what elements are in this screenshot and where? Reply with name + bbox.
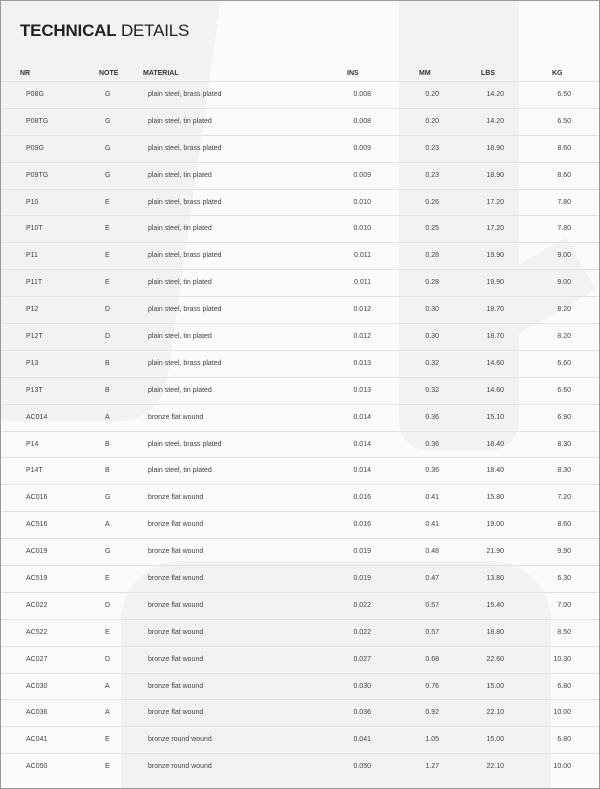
cell-mm: 0.57 [425,601,439,609]
cell-mm: 1.05 [425,736,439,744]
cell-ins: 0.022 [353,601,371,609]
cell-material: plain steel, tin plated [148,117,212,125]
cell-note: A [105,682,110,690]
cell-ins: 0.008 [353,117,371,125]
cell-ins: 0.010 [353,198,371,206]
cell-nr: AC014 [26,413,48,421]
column-header-material: MATERIAL [143,70,179,77]
cell-ins: 0.008 [353,91,371,98]
cell-nr: P11T [26,279,43,287]
table-body [1,81,599,780]
cell-ins: 0.036 [353,709,371,717]
cell-material: bronze flat wound [148,628,204,636]
table-row [1,350,599,377]
cell-note: B [105,359,110,367]
cell-mm: 0.20 [425,117,439,125]
cell-lbs: 15.40 [486,601,504,609]
cell-lbs: 18.90 [486,171,504,179]
cell-ins: 0.009 [353,171,371,179]
cell-material: plain steel, brass plated [148,144,222,152]
cell-note: G [105,91,111,98]
cell-material: bronze flat wound [148,413,204,421]
cell-nr: P10 [26,198,39,206]
table-row [1,431,599,458]
cell-ins: 0.041 [353,736,371,744]
cell-nr: AC027 [26,655,48,663]
cell-lbs: 15.80 [486,494,504,502]
title-light: DETAILS [120,21,190,40]
cell-material: plain steel, tin plated [148,467,212,475]
cell-note: A [105,709,110,717]
cell-note: G [105,548,111,556]
cell-mm: 0.41 [425,494,439,502]
cell-lbs: 19.90 [486,252,504,260]
cell-mm: 0.32 [425,359,439,367]
cell-note: D [105,655,111,663]
cell-material: bronze flat wound [148,521,204,529]
cell-material: plain steel, brass plated [148,306,222,314]
cell-mm: 0.26 [425,198,439,206]
column-header-mm: MM [419,70,431,77]
cell-kg: 8.50 [557,628,571,636]
cell-mm: 0.20 [425,91,439,98]
page-title [20,21,189,41]
cell-lbs: 22.10 [486,763,504,771]
cell-nr: P13 [26,359,39,367]
cell-nr: P10T [26,225,43,233]
cell-kg: 7.80 [557,225,571,233]
cell-material: bronze flat wound [148,709,204,717]
cell-ins: 0.027 [353,655,371,663]
cell-material: plain steel, tin plated [148,225,212,233]
cell-lbs: 15.00 [486,736,504,744]
cell-ins: 0.009 [353,144,371,152]
cell-note: E [105,198,110,206]
cell-note: B [105,467,110,475]
cell-kg: 9.00 [557,279,571,287]
cell-nr: AC019 [26,548,48,556]
cell-material: plain steel, tin plated [148,279,212,287]
cell-note: D [105,306,111,314]
cell-note: E [105,736,110,744]
table-row [1,108,599,135]
cell-nr: AC516 [26,521,48,529]
cell-lbs: 18.70 [486,333,504,341]
cell-lbs: 18.40 [486,440,504,448]
cell-kg: 6.50 [557,117,571,125]
table-row [1,404,599,431]
cell-kg: 10.00 [553,763,571,771]
cell-kg: 8.60 [557,144,571,152]
cell-kg: 7.80 [557,198,571,206]
cell-nr: P12 [26,306,39,314]
cell-material: plain steel, tin plated [148,386,212,394]
cell-lbs: 21.90 [486,548,504,556]
cell-material: plain steel, brass plated [148,198,222,206]
table-row [1,323,599,350]
cell-note: G [105,494,111,502]
cell-material: plain steel, tin plated [148,333,212,341]
table-row [1,189,599,216]
cell-note: D [105,333,111,341]
cell-nr: P14 [26,440,39,448]
cell-nr: AC522 [26,628,48,636]
table-row [1,269,599,296]
cell-lbs: 22.10 [486,709,504,717]
table-row [1,242,599,269]
cell-note: B [105,440,110,448]
cell-ins: 0.014 [353,440,371,448]
cell-material: bronze round wound [148,763,212,771]
table-row [1,457,599,484]
cell-nr: P14T [26,467,43,475]
cell-nr: P11 [26,252,38,260]
cell-note: G [105,171,111,179]
cell-ins: 0.012 [353,333,371,341]
cell-nr: AC041 [26,736,48,744]
cell-material: bronze flat wound [148,575,204,583]
table-row [1,377,599,404]
cell-lbs: 17.20 [486,198,504,206]
cell-ins: 0.013 [353,359,371,367]
cell-kg: 6.60 [557,359,571,367]
cell-kg: 10.00 [553,709,571,717]
cell-kg: 8.20 [557,306,571,314]
cell-material: bronze flat wound [148,494,204,502]
cell-mm: 0.48 [425,548,439,556]
cell-mm: 0.47 [425,575,439,583]
cell-material: plain steel, brass plated [148,252,222,260]
cell-ins: 0.011 [354,252,371,260]
cell-mm: 0.36 [425,413,439,421]
cell-kg: 6.90 [557,413,571,421]
cell-kg: 6.30 [557,575,571,583]
cell-ins: 0.013 [353,386,371,394]
cell-ins: 0.019 [353,548,371,556]
cell-kg: 6.80 [557,682,571,690]
cell-nr: AC016 [26,494,48,502]
cell-lbs: 13.80 [486,575,504,583]
cell-note: B [105,386,110,394]
cell-nr: P13T [26,386,43,394]
cell-mm: 0.36 [425,467,439,475]
cell-note: E [105,628,110,636]
cell-lbs: 18.80 [486,628,504,636]
table-row [1,646,599,673]
cell-lbs: 14.20 [486,91,504,98]
cell-lbs: 19.90 [486,279,504,287]
cell-note: E [105,575,110,583]
column-header-ins: INS [347,70,359,77]
cell-nr: AC519 [26,575,48,583]
cell-ins: 0.010 [353,225,371,233]
cell-kg: 9.00 [557,252,571,260]
table-row [1,538,599,565]
table-row [1,162,599,189]
cell-note: E [105,763,110,771]
cell-ins: 0.011 [354,279,371,287]
cell-mm: 0.23 [425,144,439,152]
cell-mm: 0.68 [425,655,439,663]
cell-lbs: 15.10 [486,413,504,421]
cell-note: A [105,521,110,529]
cell-ins: 0.014 [353,467,371,475]
cell-lbs: 17.20 [486,225,504,233]
cell-ins: 0.030 [353,682,371,690]
column-header-note: NOTE [99,70,119,77]
table-row [1,592,599,619]
cell-mm: 0.41 [425,521,439,529]
cell-note: E [105,279,110,287]
cell-kg: 8.30 [557,467,571,475]
cell-kg: 8.60 [557,171,571,179]
cell-material: bronze flat wound [148,655,204,663]
cell-material: bronze flat wound [148,601,204,609]
cell-kg: 8.20 [557,333,571,341]
cell-lbs: 14.60 [486,386,504,394]
cell-lbs: 14.20 [486,117,504,125]
column-header-kg: KG [552,70,563,77]
cell-ins: 0.016 [353,521,371,529]
cell-ins: 0.016 [353,494,371,502]
table-row [1,135,599,162]
cell-kg: 10.30 [553,655,571,663]
cell-material: bronze flat wound [148,682,204,690]
cell-lbs: 18.90 [486,144,504,152]
table-row [1,215,599,242]
cell-nr: P09G [26,144,44,152]
cell-lbs: 22.60 [486,655,504,663]
table-row [1,81,599,108]
cell-mm: 0.25 [425,225,439,233]
cell-lbs: 15.00 [486,682,504,690]
table-row [1,484,599,511]
cell-lbs: 14.60 [486,359,504,367]
cell-kg: 6.60 [557,386,571,394]
cell-ins: 0.050 [353,763,371,771]
column-header-nr: NR [20,70,31,77]
cell-mm: 0.36 [425,440,439,448]
cell-ins: 0.012 [353,306,371,314]
title-bold: TECHNICAL [20,21,117,40]
cell-kg: 8.60 [557,521,571,529]
cell-nr: AC030 [26,682,48,690]
cell-material: plain steel, tin plated [148,171,212,179]
cell-mm: 1.27 [425,763,439,771]
cell-kg: 6.80 [557,736,571,744]
cell-lbs: 18.40 [486,467,504,475]
cell-nr: AC050 [26,763,48,771]
cell-material: plain steel, brass plated [148,440,222,448]
cell-kg: 7.20 [557,494,571,502]
cell-mm: 0.28 [425,252,439,260]
cell-nr: P08G [26,91,44,98]
cell-nr: P12T [26,333,43,341]
cell-note: E [105,252,110,260]
cell-material: bronze round wound [148,736,212,744]
cell-mm: 0.32 [425,386,439,394]
cell-mm: 0.76 [425,682,439,690]
cell-note: D [105,601,111,609]
cell-nr: P09TG [26,171,49,179]
cell-kg: 6.50 [557,91,571,98]
cell-note: G [105,117,111,125]
cell-mm: 0.57 [425,628,439,636]
cell-lbs: 18.70 [486,306,504,314]
cell-kg: 7.00 [557,601,571,609]
cell-mm: 0.92 [425,709,439,717]
table-row [1,565,599,592]
cell-mm: 0.28 [425,279,439,287]
column-header-lbs: LBS [481,70,495,77]
cell-kg: 9.90 [557,548,571,556]
cell-nr: P08TG [26,117,49,125]
cell-ins: 0.019 [353,575,371,583]
cell-note: G [105,144,111,152]
table-row [1,726,599,753]
cell-mm: 0.30 [425,333,439,341]
table-row [1,296,599,323]
table-row [1,619,599,646]
table-row [1,699,599,726]
cell-kg: 8.30 [557,440,571,448]
table-row [1,673,599,700]
cell-material: plain steel, brass plated [148,91,222,98]
cell-ins: 0.014 [353,413,371,421]
table-row [1,511,599,538]
table-row [1,753,599,780]
cell-nr: AC022 [26,601,48,609]
cell-note: E [105,225,110,233]
cell-mm: 0.23 [425,171,439,179]
cell-nr: AC036 [26,709,48,717]
technical-details-section [1,1,599,788]
cell-material: plain steel, brass plated [148,359,222,367]
cell-mm: 0.30 [425,306,439,314]
cell-ins: 0.022 [353,628,371,636]
cell-lbs: 19.00 [486,521,504,529]
cell-note: A [105,413,110,421]
cell-material: bronze flat wound [148,548,204,556]
